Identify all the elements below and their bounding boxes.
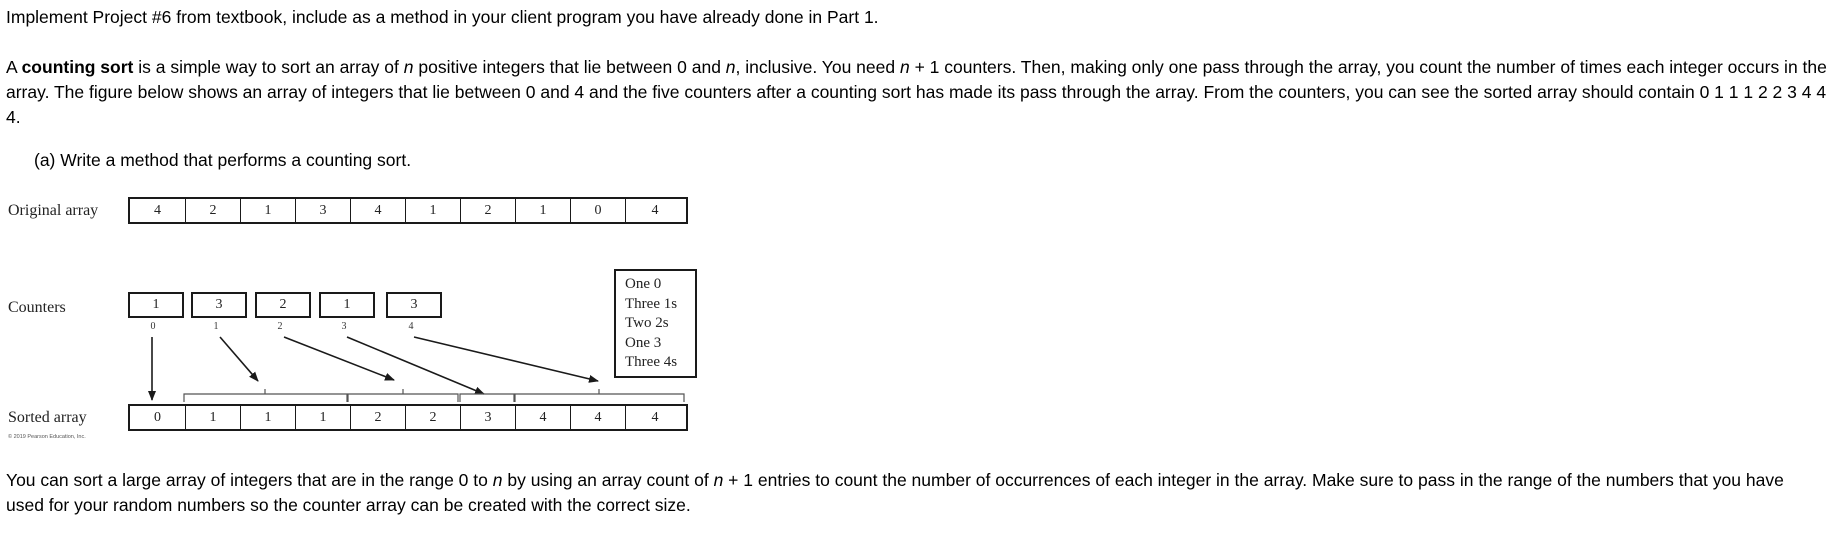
sorted-cell: 1 — [186, 406, 241, 429]
original-cell: 4 — [130, 199, 186, 222]
arrow-counter-1 — [220, 337, 258, 381]
subtask-a: (a) Write a method that performs a counting sort. — [34, 150, 412, 170]
original-cell: 0 — [571, 199, 626, 222]
counter-index-4: 4 — [408, 321, 414, 332]
original-cell: 1 — [241, 199, 296, 222]
counter-index-0: 0 — [150, 321, 156, 332]
sorted-cell: 0 — [130, 406, 186, 429]
counter-1: 3 — [191, 292, 247, 318]
arrow-counter-2 — [284, 337, 394, 380]
sorted-array-label: Sorted array — [8, 409, 87, 426]
description-paragraph: A counting sort is a simple way to sort an array of n positive integers that lie between 0 and n, inclusive. You need n + 1 counters. Then, making only one pass through the array, you count the number of times each integer occurs in the array. The figure below shows an array of integers that lie between 0 and 4 and the five counters after a counting sort has made its pass through the array. From the counters, you can see the sorted array should contain 0 1 1 1 2 2 3 4 4 4. — [6, 57, 1827, 127]
bracket-twos — [348, 394, 458, 402]
counter-4: 3 — [386, 292, 442, 318]
bracket-threes — [460, 394, 514, 402]
summary-line: Three 1s — [625, 295, 678, 312]
summary-line: One 3 — [625, 334, 662, 351]
bracket-fours — [515, 394, 684, 402]
original-cell: 4 — [651, 203, 659, 218]
counter-3: 1 — [319, 292, 375, 318]
copyright-notice: © 2019 Pearson Education, Inc. — [8, 434, 86, 440]
summary-line: Three 4s — [625, 354, 678, 370]
original-cell: 2 — [461, 199, 516, 222]
original-array-label: Original array — [8, 202, 99, 219]
arrow-counter-3 — [347, 337, 484, 394]
original-cell: 1 — [406, 199, 461, 222]
sorted-cell: 4 — [651, 410, 659, 425]
counters-label: Counters — [8, 299, 66, 316]
sorted-cell: 2 — [351, 406, 406, 429]
intro-paragraph: Implement Project #6 from textbook, include as a method in your client program you have already done in Part 1. — [6, 7, 879, 27]
counter-0: 1 — [128, 292, 184, 318]
sorted-cell: 4 — [571, 406, 626, 429]
counter-index-1: 1 — [213, 321, 219, 332]
counter-index-3: 3 — [341, 321, 347, 332]
sorted-cell: 4 — [516, 406, 571, 429]
bracket-ones — [184, 394, 347, 402]
counting-sort-term: counting sort — [21, 57, 134, 77]
summary-line: Two 2s — [625, 315, 669, 331]
arrow-counter-4 — [414, 337, 598, 381]
original-cell: 4 — [351, 199, 406, 222]
sorted-cell: 2 — [406, 406, 461, 429]
counter-2: 2 — [255, 292, 311, 318]
summary-line: One 0 — [625, 276, 662, 292]
original-cell: 3 — [296, 199, 351, 222]
sorted-cell: 1 — [241, 406, 296, 429]
sorted-cell: 1 — [296, 406, 351, 429]
original-cell: 2 — [186, 199, 241, 222]
counter-index-2: 2 — [277, 321, 283, 332]
original-cell: 1 — [516, 199, 571, 222]
outro-paragraph: You can sort a large array of integers that are in the range 0 to n by using an array count of n + 1 entries to count the number of occurrences of each integer in the array. Make sure to pass in the range of the numbers that you have used for your random numbers so the counter array can be created with the correct size. — [6, 470, 1784, 515]
sorted-cell: 3 — [461, 406, 516, 429]
